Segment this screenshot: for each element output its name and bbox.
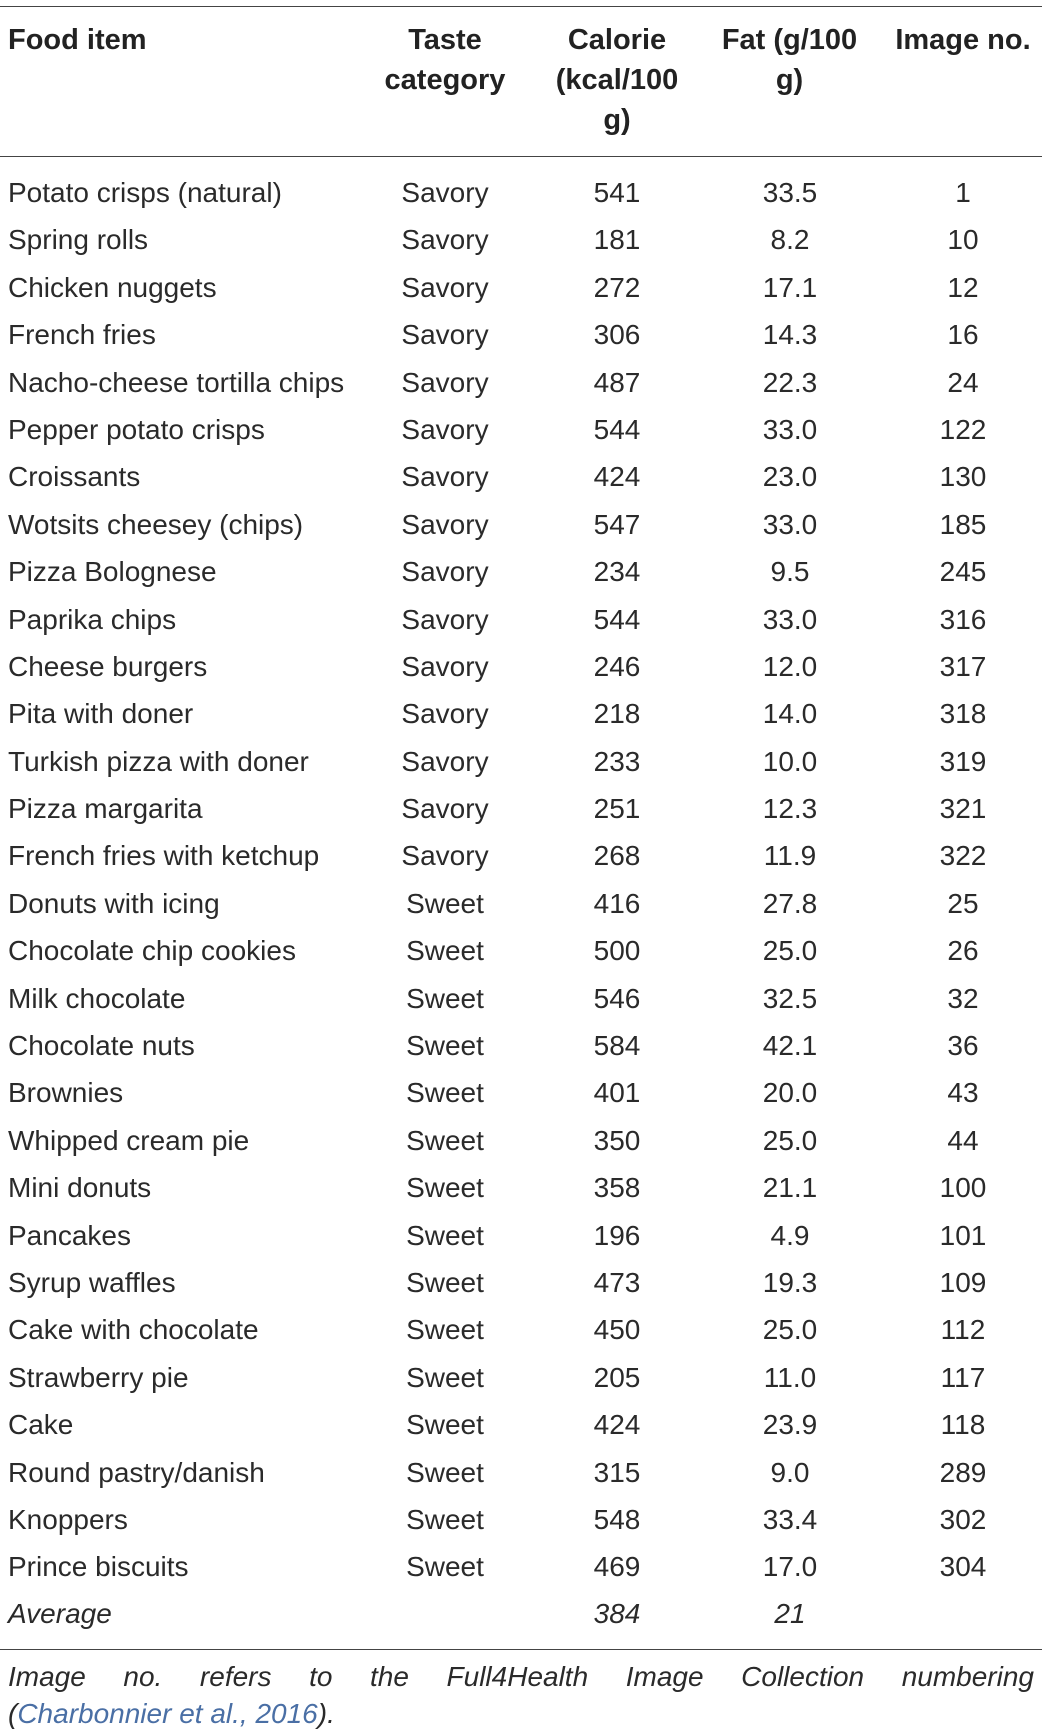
table-row <box>0 1022 1042 1069</box>
cell-image-no: 100 <box>939 1172 987 1204</box>
cell-taste-category: Savory <box>401 650 489 682</box>
table-row <box>0 1117 1042 1164</box>
cell-taste-category: Savory <box>401 793 489 825</box>
cell-food-item: Donuts with icing <box>8 887 220 919</box>
cell-taste-category: Savory <box>401 508 489 540</box>
cell-calorie: 401 <box>593 1077 641 1109</box>
table-body <box>0 169 1042 1591</box>
table-row <box>0 880 1042 927</box>
cell-taste-category: Sweet <box>406 1030 484 1062</box>
cell-fat: 21.1 <box>762 1172 818 1204</box>
cell-image-no: 26 <box>947 935 979 967</box>
cell-taste-category: Sweet <box>406 1266 484 1298</box>
cell-image-no: 117 <box>940 1361 986 1393</box>
table-row <box>0 738 1042 785</box>
footnote-word: Image <box>625 1661 704 1692</box>
cell-image-no: 24 <box>947 366 979 398</box>
cell-taste-category: Sweet <box>406 1361 484 1393</box>
cell-taste-category: Savory <box>401 698 489 730</box>
cell-calorie: 218 <box>593 698 641 730</box>
table-row <box>0 264 1042 311</box>
header-food-item: Food item <box>8 24 147 56</box>
cell-calorie: 450 <box>593 1314 641 1346</box>
cell-food-item: Pepper potato crisps <box>8 413 265 445</box>
cell-fat: 32.5 <box>762 982 818 1014</box>
cell-food-item: Prince biscuits <box>8 1551 189 1583</box>
table-row <box>0 406 1042 453</box>
footnote-word: no. <box>123 1661 163 1692</box>
cell-food-item: Wotsits cheesey (chips) <box>8 508 304 540</box>
cell-image-no: 109 <box>939 1266 987 1298</box>
cell-image-no: 1 <box>955 177 971 208</box>
cell-calorie: 547 <box>593 508 641 540</box>
cell-taste-category: Savory <box>401 413 489 445</box>
cell-taste-category: Savory <box>401 745 489 777</box>
cell-food-item: Syrup waffles <box>8 1266 176 1298</box>
cell-food-item: Croissants <box>8 461 141 493</box>
cell-taste-category: Sweet <box>406 1314 484 1346</box>
cell-calorie: 358 <box>593 1172 641 1204</box>
cell-image-no: 289 <box>939 1456 987 1488</box>
cell-image-no: 118 <box>940 1409 986 1441</box>
footnote-word: to <box>309 1661 333 1692</box>
cell-calorie: 181 <box>593 224 641 256</box>
cell-taste-category: Sweet <box>406 1503 484 1535</box>
table-row <box>0 169 1042 216</box>
cell-image-no: 32 <box>947 982 979 1014</box>
cell-fat: 22.3 <box>762 366 818 398</box>
cell-fat: 42.1 <box>762 1030 818 1062</box>
footnote-line-2: (Charbonnier et al., 2016). <box>8 1698 335 1729</box>
cell-fat: 9.0 <box>770 1456 810 1488</box>
cell-food-item: Pizza margarita <box>8 793 203 825</box>
cell-fat: 14.0 <box>762 698 818 730</box>
average-label: Average <box>8 1598 112 1629</box>
cell-fat: 33.4 <box>762 1503 818 1535</box>
cell-taste-category: Savory <box>401 840 489 872</box>
table-row <box>0 1212 1042 1259</box>
table-footnote <box>8 1658 1034 1732</box>
footnote-word: Full4Health <box>446 1661 589 1692</box>
cell-fat: 17.1 <box>762 271 818 303</box>
cell-food-item: Pizza Bolognese <box>8 556 217 588</box>
table-row <box>0 1449 1042 1496</box>
cell-food-item: Round pastry/danish <box>8 1456 265 1488</box>
cell-calorie: 272 <box>593 271 641 303</box>
cell-calorie: 196 <box>593 1219 641 1251</box>
cell-image-no: 321 <box>939 793 987 825</box>
cell-calorie: 205 <box>593 1361 641 1393</box>
table-row <box>0 1069 1042 1116</box>
cell-fat: 9.5 <box>770 556 810 588</box>
cell-taste-category: Savory <box>401 177 489 208</box>
footnote-line-1 <box>8 1658 1034 1695</box>
cell-food-item: Nacho-cheese tortilla chips <box>8 366 345 398</box>
table-row <box>0 548 1042 595</box>
cell-taste-category: Sweet <box>406 1077 484 1109</box>
cell-fat: 19.3 <box>762 1266 818 1298</box>
cell-food-item: Potato crisps (natural) <box>8 177 282 208</box>
footnote-word: refers <box>199 1661 272 1692</box>
cell-fat: 25.0 <box>762 1124 818 1156</box>
cell-image-no: 319 <box>939 745 987 777</box>
cell-calorie: 541 <box>593 177 641 208</box>
footnote-word: Image <box>8 1661 86 1692</box>
cell-fat: 12.3 <box>762 793 818 825</box>
cell-calorie: 251 <box>593 793 641 825</box>
citation-link[interactable]: Charbonnier et al., 2016 <box>17 1698 318 1729</box>
cell-calorie: 234 <box>593 556 641 588</box>
cell-food-item: Whipped cream pie <box>8 1124 250 1156</box>
table-row <box>0 785 1042 832</box>
cell-food-item: Milk chocolate <box>8 982 186 1014</box>
cell-taste-category: Savory <box>401 366 489 398</box>
cell-food-item: Mini donuts <box>8 1172 152 1204</box>
cell-image-no: 245 <box>939 556 987 588</box>
cell-calorie: 306 <box>593 319 641 351</box>
cell-taste-category: Savory <box>401 319 489 351</box>
cell-fat: 20.0 <box>762 1077 818 1109</box>
cell-image-no: 304 <box>939 1551 987 1583</box>
cell-fat: 10.0 <box>762 745 818 777</box>
cell-fat: 33.0 <box>762 413 818 445</box>
cell-image-no: 318 <box>939 698 987 730</box>
cell-fat: 23.9 <box>762 1409 818 1441</box>
cell-image-no: 12 <box>947 271 979 303</box>
cell-food-item: Brownies <box>8 1077 124 1109</box>
cell-food-item: Cake with chocolate <box>8 1314 259 1346</box>
cell-fat: 33.0 <box>762 603 818 635</box>
cell-calorie: 469 <box>593 1551 641 1583</box>
cell-calorie: 548 <box>593 1503 641 1535</box>
table-row <box>0 1164 1042 1211</box>
table-row <box>0 596 1042 643</box>
cell-taste-category: Sweet <box>406 1409 484 1441</box>
cell-calorie: 546 <box>593 982 641 1014</box>
cell-image-no: 43 <box>947 1077 979 1109</box>
cell-taste-category: Savory <box>401 556 489 588</box>
cell-image-no: 130 <box>939 461 987 493</box>
cell-calorie: 350 <box>593 1124 641 1156</box>
table-row <box>0 1306 1042 1353</box>
cell-calorie: 315 <box>593 1456 641 1488</box>
cell-food-item: Chocolate nuts <box>8 1030 195 1062</box>
cell-food-item: Pancakes <box>8 1219 131 1251</box>
cell-food-item: French fries <box>8 319 156 351</box>
cell-image-no: 122 <box>939 413 987 445</box>
cell-calorie: 424 <box>593 1409 641 1441</box>
cell-image-no: 317 <box>939 650 987 682</box>
cell-food-item: Turkish pizza with doner <box>8 745 309 777</box>
table-row <box>0 453 1042 500</box>
average-fat: 21 <box>774 1598 806 1629</box>
cell-fat: 33.5 <box>762 177 818 208</box>
cell-food-item: Chicken nuggets <box>8 271 217 303</box>
table-row <box>0 1354 1042 1401</box>
average-row <box>0 1590 1042 1637</box>
cell-fat: 8.2 <box>770 224 810 256</box>
cell-image-no: 316 <box>939 603 987 635</box>
cell-taste-category: Sweet <box>406 1456 484 1488</box>
table-row <box>0 643 1042 690</box>
header-image-no: Image no. <box>895 24 1031 56</box>
cell-food-item: Cheese burgers <box>8 650 208 682</box>
cell-calorie: 544 <box>593 603 641 635</box>
cell-taste-category: Sweet <box>406 935 484 967</box>
footnote-rule <box>0 1649 1042 1650</box>
cell-taste-category: Sweet <box>406 1172 484 1204</box>
table-row <box>0 1496 1042 1543</box>
table-row <box>0 690 1042 737</box>
cell-calorie: 246 <box>593 650 641 682</box>
cell-calorie: 500 <box>593 935 641 967</box>
cell-image-no: 185 <box>939 508 987 540</box>
table-row <box>0 1259 1042 1306</box>
table-row <box>0 216 1042 263</box>
cell-image-no: 16 <box>947 319 979 351</box>
cell-taste-category: Sweet <box>406 1124 484 1156</box>
average-calorie: 384 <box>593 1598 641 1629</box>
footnote-word: Collection <box>741 1661 865 1692</box>
cell-image-no: 101 <box>939 1219 987 1251</box>
cell-calorie: 233 <box>593 745 641 777</box>
table-row <box>0 975 1042 1022</box>
header-rule <box>0 156 1042 157</box>
table-header <box>0 20 1042 150</box>
cell-food-item: Spring rolls <box>8 224 149 256</box>
cell-food-item: French fries with ketchup <box>8 840 320 872</box>
cell-taste-category: Savory <box>401 603 489 635</box>
cell-fat: 11.0 <box>763 1361 817 1393</box>
cell-taste-category: Savory <box>401 461 489 493</box>
cell-food-item: Knoppers <box>8 1503 128 1535</box>
cell-food-item: Pita with doner <box>8 698 194 730</box>
table-row <box>0 501 1042 548</box>
cell-fat: 33.0 <box>762 508 818 540</box>
cell-fat: 25.0 <box>762 935 818 967</box>
cell-calorie: 473 <box>593 1266 641 1298</box>
footnote-word: numbering <box>901 1661 1034 1692</box>
cell-image-no: 10 <box>947 224 979 256</box>
cell-taste-category: Sweet <box>406 1219 484 1251</box>
cell-food-item: Chocolate chip cookies <box>8 935 296 967</box>
cell-image-no: 44 <box>947 1124 979 1156</box>
cell-food-item: Strawberry pie <box>8 1361 189 1393</box>
cell-calorie: 424 <box>593 461 641 493</box>
cell-image-no: 25 <box>947 887 979 919</box>
cell-image-no: 302 <box>939 1503 987 1535</box>
cell-fat: 25.0 <box>762 1314 818 1346</box>
cell-food-item: Cake <box>8 1409 74 1441</box>
cell-calorie: 416 <box>593 887 641 919</box>
table-row <box>0 927 1042 974</box>
footnote-word: the <box>370 1661 409 1692</box>
cell-taste-category: Sweet <box>406 1551 484 1583</box>
cell-calorie: 487 <box>593 366 641 398</box>
cell-image-no: 36 <box>947 1030 979 1062</box>
cell-fat: 23.0 <box>762 461 818 493</box>
cell-taste-category: Savory <box>401 224 489 256</box>
table-row <box>0 311 1042 358</box>
cell-taste-category: Savory <box>401 271 489 303</box>
cell-image-no: 322 <box>939 840 987 872</box>
cell-calorie: 584 <box>593 1030 641 1062</box>
cell-fat: 27.8 <box>762 887 818 919</box>
cell-fat: 17.0 <box>762 1551 818 1583</box>
cell-calorie: 544 <box>593 413 641 445</box>
cell-fat: 14.3 <box>762 319 818 351</box>
cell-image-no: 112 <box>940 1314 986 1346</box>
cell-food-item: Paprika chips <box>8 603 177 635</box>
header-fat: Fat (g/100 g) <box>721 24 858 96</box>
table-row <box>0 832 1042 879</box>
header-taste-category: Taste category <box>384 24 506 96</box>
table-row <box>0 1543 1042 1590</box>
cell-fat: 4.9 <box>770 1219 810 1251</box>
table-row <box>0 359 1042 406</box>
header-calorie: Calorie (kcal/100 g) <box>555 24 679 136</box>
cell-taste-category: Sweet <box>406 982 484 1014</box>
top-rule <box>0 6 1042 7</box>
cell-calorie: 268 <box>593 840 641 872</box>
cell-fat: 12.0 <box>762 650 818 682</box>
table-row <box>0 1401 1042 1448</box>
cell-taste-category: Sweet <box>406 887 484 919</box>
cell-fat: 11.9 <box>763 840 817 872</box>
